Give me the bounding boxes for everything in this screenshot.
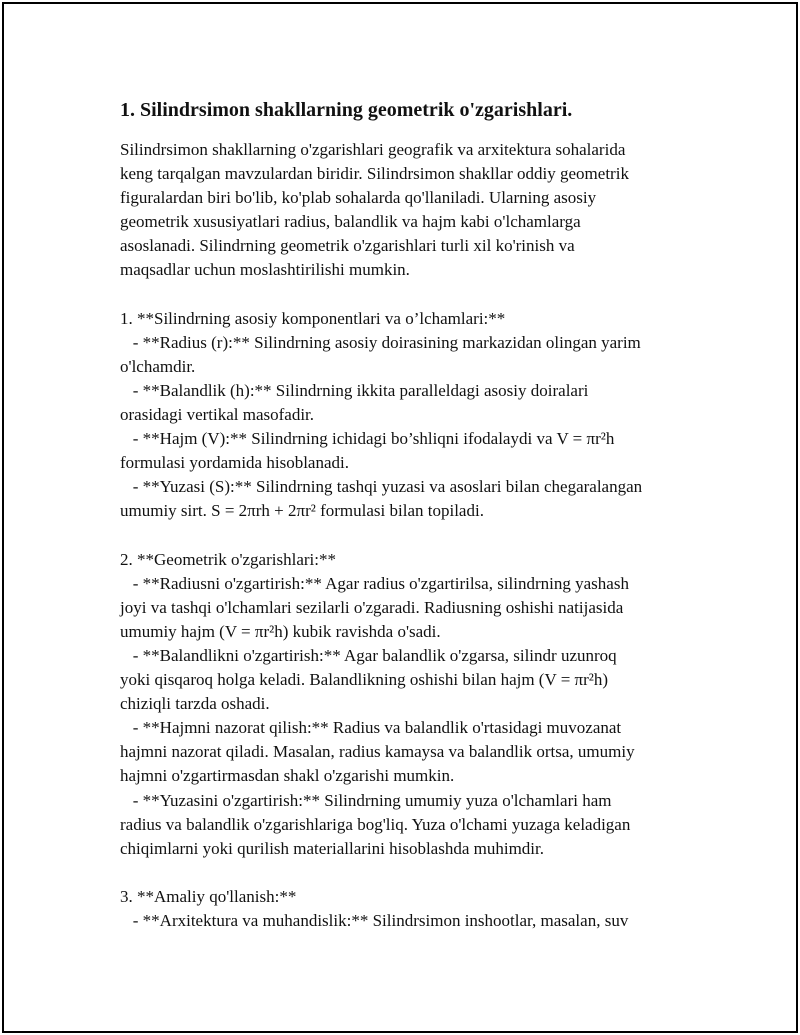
list-item: - **Yuzasini o'zgartirish:** Silindrning umumiy yuza o'lchamlari ham <box>120 790 612 810</box>
paragraph-line: figuralardan biri bo'lib, ko'plab sohalarda qo'llaniladi. Ularning asosiy <box>120 188 597 208</box>
list-item-continuation: o'lchamdir. <box>120 356 196 376</box>
list-item-continuation: hajmni o'zgartirmasdan shakl o'zgarishi mumkin. <box>120 766 455 786</box>
paragraph-line: keng tarqalgan mavzulardan biridir. Silindrsimon shakllar oddiy geometrik <box>120 164 629 184</box>
document-body <box>120 96 700 933</box>
paragraph-line: maqsadlar uchun moslashtirilishi mumkin. <box>120 260 410 280</box>
list-item-continuation: yoki qisqaroq holga keladi. Balandlikning oshishi bilan hajm (V = πr²h) <box>120 670 609 690</box>
paragraph-gap <box>120 283 700 307</box>
section-components <box>120 307 700 524</box>
paragraph-line: geometrik xususiyatlari radius, balandlik va hajm kabi o'lchamlarga <box>120 212 581 232</box>
section-application <box>120 885 700 933</box>
list-item: - **Hajm (V):** Silindrning ichidagi bo’shliqni ifodalaydi va V = πr²h <box>120 429 615 449</box>
section-title: 2. **Geometrik o'zgarishlari:** <box>120 549 336 569</box>
paragraph-line: Silindrsimon shakllarning o'zgarishlari geografik va arxitektura sohalarida <box>120 140 626 159</box>
list-item-continuation: chiqimlarni yoki qurilish materiallarini hisoblashda muhimdir. <box>120 838 544 858</box>
list-item: - **Yuzasi (S):** Silindrning tashqi yuzasi va asoslari bilan chegaralangan <box>120 477 643 497</box>
list-item-continuation: umumiy sirt. S = 2πrh + 2πr² formulasi bilan topiladi. <box>120 501 484 521</box>
intro-paragraph <box>120 138 700 283</box>
list-item-continuation: orasidagi vertikal masofadir. <box>120 405 315 425</box>
page-frame <box>2 2 798 1033</box>
section-title: 3. **Amaliy qo'llanish:** <box>120 886 297 906</box>
list-item-continuation: joyi va tashqi o'lchamlari sezilarli o'zgaradi. Radiusning oshishi natijasida <box>120 597 624 617</box>
list-item-continuation: radius va balandlik o'zgarishlariga bog'liq. Yuza o'lchami yuzaga keladigan <box>120 814 631 834</box>
list-item-continuation: umumiy hajm (V = πr²h) kubik ravishda o'sadi. <box>120 621 441 641</box>
list-item: - **Balandlikni o'zgartirish:** Agar balandlik o'zgarsa, silindr uzunroq <box>120 645 617 665</box>
list-item: - **Radius (r):** Silindrning asosiy doirasining markazidan olingan yarim <box>120 332 641 352</box>
paragraph-gap <box>120 861 700 885</box>
list-item: - **Radiusni o'zgartirish:** Agar radius o'zgartirilsa, silindrning yashash <box>120 573 629 593</box>
section-transformations <box>120 548 700 861</box>
list-item: - **Hajmni nazorat qilish:** Radius va balandlik o'rtasidagi muvozanat <box>120 718 622 738</box>
list-item-continuation: chiziqli tarzda oshadi. <box>120 694 270 714</box>
list-item-continuation: formulasi yordamida hisoblanadi. <box>120 453 349 473</box>
paragraph-gap <box>120 524 700 548</box>
paragraph-line: asoslanadi. Silindrning geometrik o'zgarishlari turli xil ko'rinish va <box>120 236 575 256</box>
list-item: - **Arxitektura va muhandislik:** Silindrsimon inshootlar, masalan, suv <box>120 911 629 930</box>
list-item: - **Balandlik (h):** Silindrning ikkita paralleldagi asosiy doiralari <box>120 380 589 400</box>
document-heading: 1. Silindrsimon shakllarning geometrik o'zgarishlari. <box>120 99 573 121</box>
list-item-continuation: hajmni nazorat qiladi. Masalan, radius kamaysa va balandlik ortsa, umumiy <box>120 742 635 762</box>
section-title: 1. **Silindrning asosiy komponentlari va o’lchamlari:** <box>120 308 506 328</box>
